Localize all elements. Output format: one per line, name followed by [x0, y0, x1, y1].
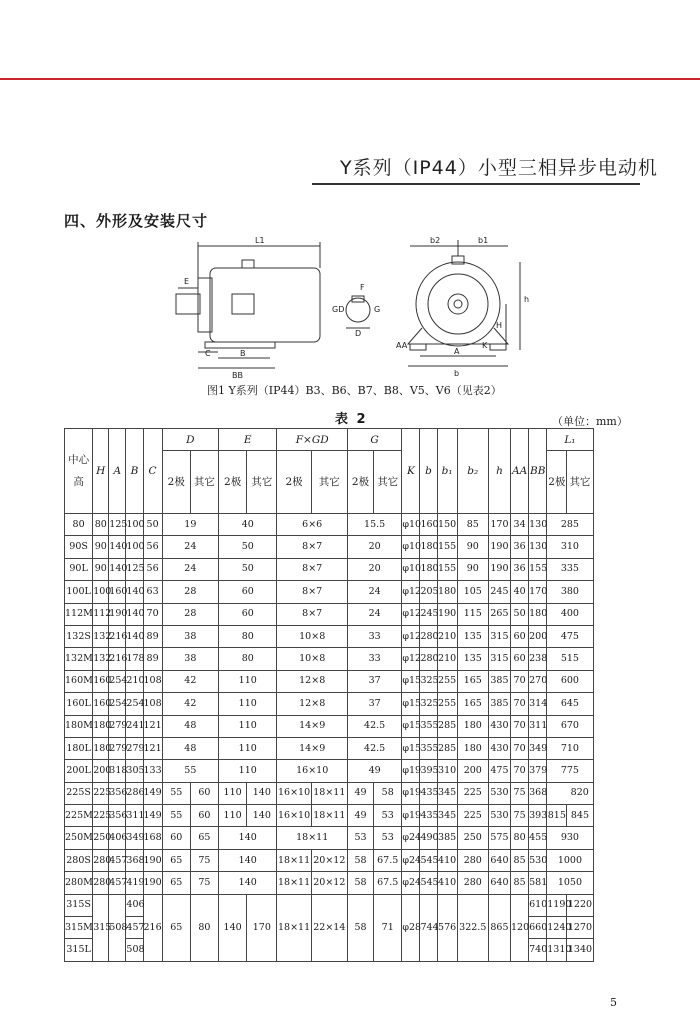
table-cell-B: 279	[126, 737, 143, 759]
table-cell-A: 254	[109, 670, 126, 692]
col-BB: BB	[529, 429, 547, 514]
subcol-2pole: 2极	[162, 451, 190, 514]
col-A: A	[109, 429, 126, 514]
table-cell-b: 325	[420, 670, 437, 692]
table-cell-FGD: 8×7	[277, 581, 348, 603]
table-cell-B: 140	[126, 603, 143, 625]
table-cell-K: φ15	[402, 715, 420, 737]
table-cell-b2: 135	[457, 648, 488, 670]
label-C: C	[205, 349, 211, 358]
label-L1: L1	[255, 236, 265, 245]
table-cell-b1: 310	[437, 760, 457, 782]
table-cell-AA: 50	[511, 603, 529, 625]
label-K: K	[482, 341, 488, 350]
table-cell-G: 37	[347, 693, 401, 715]
end-view-drawing	[408, 240, 520, 366]
table-cell-id: 132M	[65, 648, 93, 670]
table-cell-H: 180	[93, 737, 109, 759]
table-cell-E: 80	[219, 625, 277, 647]
table-cell-b: 325	[420, 693, 437, 715]
table-cell-AA: 70	[511, 760, 529, 782]
table-cell-L1: 285	[547, 514, 593, 536]
table-row	[65, 648, 633, 670]
table-cell-BB: 314	[529, 693, 547, 715]
table-cell-L1: 310	[547, 536, 593, 558]
table-cell-BB: 130	[529, 514, 547, 536]
table-row: 280S 280 457 368 190 65 75 140 18×11 20×12 58 67.5 φ24 545 410 280 640 85 530 1000	[65, 849, 633, 871]
label-E: E	[184, 277, 190, 286]
table-cell-E: 40	[219, 514, 277, 536]
table-cell-B: 100	[126, 536, 143, 558]
table-cell-D: 28	[162, 603, 218, 625]
table-cell-A: 254	[109, 693, 126, 715]
label-BB: BB	[232, 371, 243, 380]
table-cell-id: 112M	[65, 603, 93, 625]
table-cell-E: 110	[219, 737, 277, 759]
label-A: A	[454, 347, 460, 356]
table-cell-C: 56	[143, 536, 162, 558]
table-cell-A: 216	[109, 648, 126, 670]
table-cell-L1: 600	[547, 670, 593, 692]
table-cell-H: 90	[93, 558, 109, 580]
figure-caption: 图1 Y系列（IP44）B3、B6、B7、B8、V5、V6（见表2）	[207, 384, 502, 397]
table-cell-h: 475	[488, 760, 510, 782]
table-cell-H: 200	[93, 760, 109, 782]
table-unit: （单位：mm）	[552, 415, 628, 428]
table-cell-h: 315	[488, 625, 510, 647]
table-cell-L1: 710	[547, 737, 593, 759]
table-row	[65, 536, 633, 558]
section-heading: 四、外形及安装尺寸	[64, 212, 209, 230]
table-cell-D: 42	[162, 670, 218, 692]
table-cell-A: 190	[109, 603, 126, 625]
table-cell-b2: 115	[457, 603, 488, 625]
table-cell-h: 385	[488, 670, 510, 692]
table-cell-K: φ10	[402, 514, 420, 536]
table-row: 225M 225 356 311 149 55 60 110 140 16×10 18×11 49 53 φ19 435 345 225 530 75 393 815 845	[65, 805, 633, 827]
dimensions-table	[64, 428, 633, 962]
title-underline	[312, 183, 640, 185]
subcol-other: 其它	[567, 451, 593, 514]
table-row	[65, 558, 633, 580]
table-cell-B: 254	[126, 693, 143, 715]
table-row: 225S 225 356 286 149 55 60 110 140 16×10 18×11 49 58 φ19 435 345 225 530 75 368 820	[65, 782, 633, 804]
table-cell-id: 200L	[65, 760, 93, 782]
table-cell-C: 50	[143, 514, 162, 536]
page-title: Y系列（IP44）小型三相异步电动机	[340, 157, 658, 179]
table-cell-B: 210	[126, 670, 143, 692]
table-cell-C: 108	[143, 670, 162, 692]
table-cell-FGD: 6×6	[277, 514, 348, 536]
table-cell-b2: 180	[457, 737, 488, 759]
col-AA: AA	[511, 429, 529, 514]
table-cell-b2: 180	[457, 715, 488, 737]
table-row: 280M 280 457 419 190 65 75 140 18×11 20×12 58 67.5 φ24 545 410 280 640 85 581 1050	[65, 872, 633, 894]
table-cell-b: 355	[420, 715, 437, 737]
table-cell-C: 121	[143, 715, 162, 737]
col-b: b	[420, 429, 437, 514]
table-cell-id: 132S	[65, 625, 93, 647]
table-cell-H: 160	[93, 670, 109, 692]
table-cell-b2: 200	[457, 760, 488, 782]
table-cell-L1: 645	[547, 693, 593, 715]
table-cell-id: 90S	[65, 536, 93, 558]
table-cell-FGD: 14×9	[277, 715, 348, 737]
table-cell-FGD: 8×7	[277, 536, 348, 558]
table-cell-D: 42	[162, 693, 218, 715]
table-cell-L1: 475	[547, 625, 593, 647]
table-cell-FGD: 16×10	[277, 760, 348, 782]
table-cell-BB: 130	[529, 536, 547, 558]
table-cell-G: 20	[347, 558, 401, 580]
table-cell-H: 160	[93, 693, 109, 715]
table-cell-G: 42.5	[347, 715, 401, 737]
col-b2: b₂	[457, 429, 488, 514]
col-B: B	[126, 429, 143, 514]
table-cell-D: 48	[162, 715, 218, 737]
table-cell-D: 55	[162, 760, 218, 782]
table-cell-AA: 36	[511, 558, 529, 580]
table-cell-B: 178	[126, 648, 143, 670]
table-cell-K: φ12	[402, 581, 420, 603]
table-row	[65, 514, 633, 536]
label-b1: b1	[478, 236, 489, 245]
table-cell-K: φ12	[402, 625, 420, 647]
table-cell-A: 216	[109, 625, 126, 647]
table-cell-E: 110	[219, 693, 277, 715]
table-cell-FGD: 8×7	[277, 558, 348, 580]
table-cell-b1: 180	[437, 581, 457, 603]
table-cell-FGD: 10×8	[277, 648, 348, 670]
table-cell-L1: 335	[547, 558, 593, 580]
table-row: 315M 457 660 1240 1270	[65, 917, 633, 939]
table-cell-b2: 105	[457, 581, 488, 603]
col-K: K	[402, 429, 420, 514]
table-cell-G: 42.5	[347, 737, 401, 759]
table-cell-C: 63	[143, 581, 162, 603]
table-cell-C: 108	[143, 693, 162, 715]
motor-outline-figure	[160, 232, 540, 382]
table-cell-b2: 165	[457, 693, 488, 715]
table-cell-K: φ12	[402, 648, 420, 670]
subcol-2pole: 2极	[347, 451, 373, 514]
table-cell-b: 180	[420, 536, 437, 558]
table-cell-K: φ15	[402, 737, 420, 759]
table-cell-E: 50	[219, 536, 277, 558]
table-cell-D: 38	[162, 648, 218, 670]
table-cell-b1: 285	[437, 737, 457, 759]
table-cell-E: 110	[219, 670, 277, 692]
table-cell-E: 50	[219, 558, 277, 580]
table-cell-AA: 36	[511, 536, 529, 558]
table-cell-b: 395	[420, 760, 437, 782]
table-cell-H: 132	[93, 648, 109, 670]
table-cell-AA: 60	[511, 648, 529, 670]
table-cell-b1: 210	[437, 648, 457, 670]
table-cell-id: 160M	[65, 670, 93, 692]
table-cell-H: 180	[93, 715, 109, 737]
table-cell-id: 180M	[65, 715, 93, 737]
table-cell-b: 280	[420, 648, 437, 670]
table-cell-E: 110	[219, 715, 277, 737]
table-cell-id: 80	[65, 514, 93, 536]
table-cell-K: φ12	[402, 603, 420, 625]
table-cell-h: 315	[488, 648, 510, 670]
table-cell-C: 56	[143, 558, 162, 580]
table-cell-A: 279	[109, 715, 126, 737]
table-cell-A: 125	[109, 514, 126, 536]
table-cell-AA: 70	[511, 715, 529, 737]
table-cell-BB: 200	[529, 625, 547, 647]
table-cell-AA: 40	[511, 581, 529, 603]
table-cell-b: 205	[420, 581, 437, 603]
table-cell-C: 133	[143, 760, 162, 782]
table-cell-E: 60	[219, 581, 277, 603]
table-cell-b1: 150	[437, 514, 457, 536]
subcol-other: 其它	[247, 451, 277, 514]
table-cell-b2: 90	[457, 536, 488, 558]
table-cell-D: 19	[162, 514, 218, 536]
table-cell-G: 20	[347, 536, 401, 558]
table-row: 315L 508 740 1310 1340	[65, 939, 633, 961]
table-row	[65, 760, 633, 782]
table-cell-K: φ15	[402, 693, 420, 715]
table-cell-G: 33	[347, 648, 401, 670]
table-cell-id: 100L	[65, 581, 93, 603]
table-row	[65, 581, 633, 603]
table-cell-A: 318	[109, 760, 126, 782]
table-cell-b2: 90	[457, 558, 488, 580]
table-cell-b2: 135	[457, 625, 488, 647]
table-cell-B: 100	[126, 514, 143, 536]
table-cell-b1: 190	[437, 603, 457, 625]
table-cell-H: 80	[93, 514, 109, 536]
label-G: G	[374, 305, 381, 314]
table-cell-b1: 255	[437, 693, 457, 715]
table-row: 250M 250 406 349 168 60 65 140 18×11 53 53 φ24 490 385 250 575 80 455 930	[65, 827, 633, 849]
col-C: C	[143, 429, 162, 514]
table-cell-FGD: 12×8	[277, 693, 348, 715]
subcol-2pole: 2极	[547, 451, 567, 514]
table-cell-A: 279	[109, 737, 126, 759]
table-cell-AA: 60	[511, 625, 529, 647]
table-cell-B: 140	[126, 625, 143, 647]
table-cell-h: 245	[488, 581, 510, 603]
table-cell-D: 28	[162, 581, 218, 603]
table-cell-h: 385	[488, 693, 510, 715]
table-title: 表 2	[335, 412, 368, 427]
table-cell-h: 170	[488, 514, 510, 536]
shaft-key-detail	[346, 296, 370, 328]
label-H: H	[496, 321, 503, 330]
table-cell-A: 140	[109, 558, 126, 580]
table-row	[65, 670, 633, 692]
table-cell-h: 265	[488, 603, 510, 625]
table-cell-E: 60	[219, 603, 277, 625]
table-cell-L1: 775	[547, 760, 593, 782]
table-cell-E: 80	[219, 648, 277, 670]
table-cell-B: 125	[126, 558, 143, 580]
table-cell-C: 121	[143, 737, 162, 759]
table-cell-FGD: 12×8	[277, 670, 348, 692]
table-cell-D: 38	[162, 625, 218, 647]
table-cell-L1: 515	[547, 648, 593, 670]
table-cell-FGD: 10×8	[277, 625, 348, 647]
table-cell-BB: 180	[529, 603, 547, 625]
table-cell-BB: 238	[529, 648, 547, 670]
table-cell-K: φ10	[402, 558, 420, 580]
header-accent-line	[0, 78, 700, 80]
table-cell-b: 180	[420, 558, 437, 580]
col-h: h	[488, 429, 510, 514]
table-cell-BB: 349	[529, 737, 547, 759]
table-cell-b: 160	[420, 514, 437, 536]
table-cell-D: 24	[162, 536, 218, 558]
table-cell-L1: 380	[547, 581, 593, 603]
table-cell-G: 15.5	[347, 514, 401, 536]
table-cell-b2: 165	[457, 670, 488, 692]
col-D: D	[162, 429, 218, 451]
label-B: B	[240, 349, 246, 358]
table-cell-h: 190	[488, 536, 510, 558]
col-b1: b₁	[437, 429, 457, 514]
col-center-height: 中心高	[65, 429, 93, 514]
table-cell-K: φ15	[402, 670, 420, 692]
table-cell-b: 245	[420, 603, 437, 625]
table-row	[65, 625, 633, 647]
table-cell-b1: 155	[437, 536, 457, 558]
table-cell-b: 355	[420, 737, 437, 759]
table-cell-BB: 170	[529, 581, 547, 603]
table-row	[65, 693, 633, 715]
table-cell-G: 24	[347, 581, 401, 603]
subcol-2pole: 2极	[277, 451, 311, 514]
subcol-other: 其它	[374, 451, 402, 514]
table-cell-id: 160L	[65, 693, 93, 715]
subcol-2pole: 2极	[219, 451, 247, 514]
table-cell-G: 24	[347, 603, 401, 625]
table-row	[65, 603, 633, 625]
table-cell-L1: 670	[547, 715, 593, 737]
col-E: E	[219, 429, 277, 451]
subcol-other: 其它	[190, 451, 218, 514]
col-FGD: F×GD	[277, 429, 348, 451]
table-cell-B: 241	[126, 715, 143, 737]
table-cell-FGD: 8×7	[277, 603, 348, 625]
side-view-drawing	[176, 242, 320, 368]
page-number: 5	[610, 996, 617, 1009]
table-cell-BB: 311	[529, 715, 547, 737]
subcol-other: 其它	[311, 451, 347, 514]
table-cell-b1: 155	[437, 558, 457, 580]
table-cell-D: 24	[162, 558, 218, 580]
table-cell-H: 90	[93, 536, 109, 558]
table-cell-AA: 34	[511, 514, 529, 536]
table-cell-b2: 85	[457, 514, 488, 536]
table-cell-FGD: 14×9	[277, 737, 348, 759]
table-cell-K: φ10	[402, 536, 420, 558]
table-row: 315S 315 508 406 216 65 80 140 170 18×11 22×14 58 71 φ28 744 576 322.5 865 120 610 1190 1220	[65, 894, 633, 916]
table-cell-D: 48	[162, 737, 218, 759]
table-cell-b: 280	[420, 625, 437, 647]
table-cell-id: 180L	[65, 737, 93, 759]
col-H: H	[93, 429, 109, 514]
table-cell-BB: 155	[529, 558, 547, 580]
table-cell-G: 33	[347, 625, 401, 647]
table-cell-G: 37	[347, 670, 401, 692]
table-cell-A: 140	[109, 536, 126, 558]
col-G: G	[347, 429, 401, 451]
table-row	[65, 715, 633, 737]
label-D: D	[355, 329, 362, 338]
table-cell-id: 90L	[65, 558, 93, 580]
table-cell-H: 132	[93, 625, 109, 647]
table-cell-b1: 285	[437, 715, 457, 737]
table-cell-E: 110	[219, 760, 277, 782]
table-cell-AA: 70	[511, 670, 529, 692]
label-F: F	[360, 283, 365, 292]
table-cell-L1: 400	[547, 603, 593, 625]
table-cell-C: 89	[143, 648, 162, 670]
table-cell-BB: 270	[529, 670, 547, 692]
table-cell-h: 190	[488, 558, 510, 580]
col-L1: L₁	[547, 429, 593, 451]
table-cell-H: 100	[93, 581, 109, 603]
label-h: h	[524, 295, 530, 304]
table-cell-B: 305	[126, 760, 143, 782]
label-b: b	[454, 369, 460, 378]
table-cell-BB: 379	[529, 760, 547, 782]
table-row	[65, 737, 633, 759]
table-cell-K: φ19	[402, 760, 420, 782]
table-cell-H: 112	[93, 603, 109, 625]
table-cell-A: 160	[109, 581, 126, 603]
table-cell-b1: 255	[437, 670, 457, 692]
table-cell-G: 49	[347, 760, 401, 782]
table-cell-b1: 210	[437, 625, 457, 647]
table-cell-h: 430	[488, 715, 510, 737]
table-cell-AA: 70	[511, 693, 529, 715]
label-GD: GD	[332, 305, 345, 314]
label-b2: b2	[430, 236, 441, 245]
label-AA: AA	[396, 341, 408, 350]
table-cell-h: 430	[488, 737, 510, 759]
table-cell-B: 140	[126, 581, 143, 603]
table-cell-C: 89	[143, 625, 162, 647]
table-cell-AA: 70	[511, 737, 529, 759]
table-cell-C: 70	[143, 603, 162, 625]
